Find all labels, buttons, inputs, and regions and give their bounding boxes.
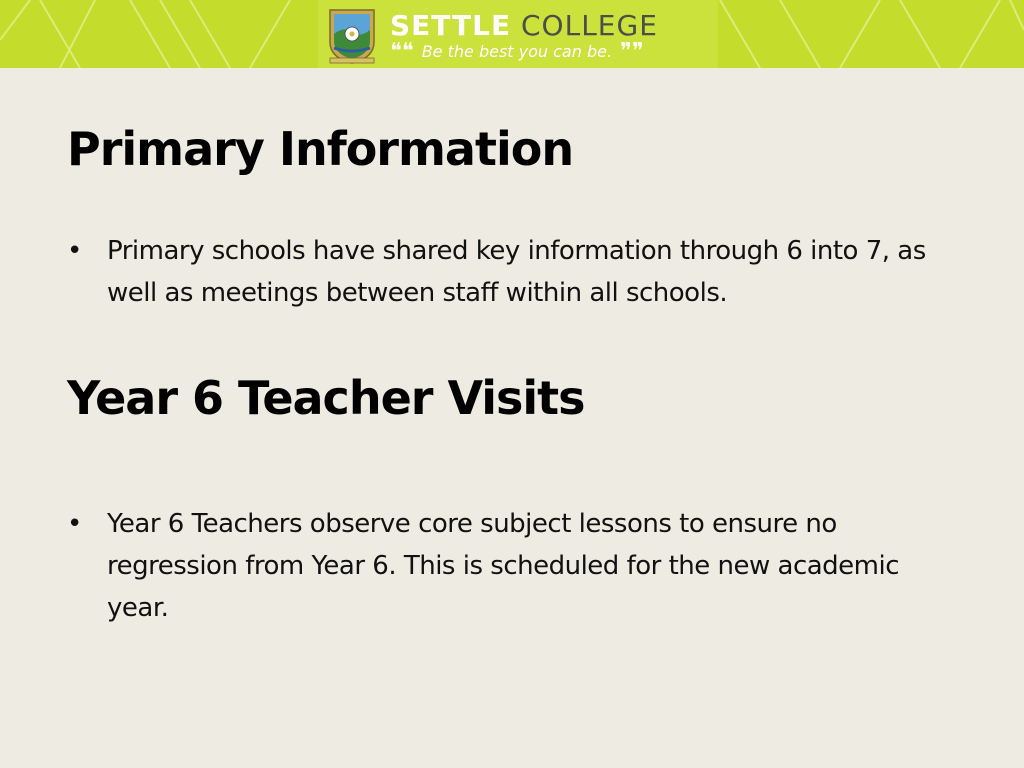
header-banner [0, 0, 1024, 68]
close-quote-icon: ❞❞ [620, 39, 644, 64]
college-name [390, 10, 658, 42]
bullet-text: Year 6 Teachers observe core subject lessons to ensure no regression from Year 6. This is scheduled for the new academic year. [107, 509, 900, 623]
bullet-item [67, 503, 967, 629]
tagline [390, 39, 658, 64]
bullet-text: Primary schools have shared key information through 6 into 7, as well as meetings between staff within all schools. [107, 236, 926, 308]
college-name-strong: SETTLE [390, 9, 512, 42]
college-name-rest: COLLEGE [511, 9, 658, 42]
section-heading-primary-information: Primary Information [67, 122, 574, 176]
college-brand[interactable] [328, 8, 658, 64]
bullet-item [67, 230, 967, 314]
section-heading-year-6-teacher-visits: Year 6 Teacher Visits [67, 371, 585, 425]
bullet-marker: • [67, 236, 82, 266]
tagline-text: Be the best you can be. [421, 42, 613, 61]
brand-text [390, 8, 658, 62]
school-crest-icon [328, 8, 376, 64]
bullet-marker: • [67, 509, 82, 539]
open-quote-icon: ❝❝ [390, 39, 414, 64]
